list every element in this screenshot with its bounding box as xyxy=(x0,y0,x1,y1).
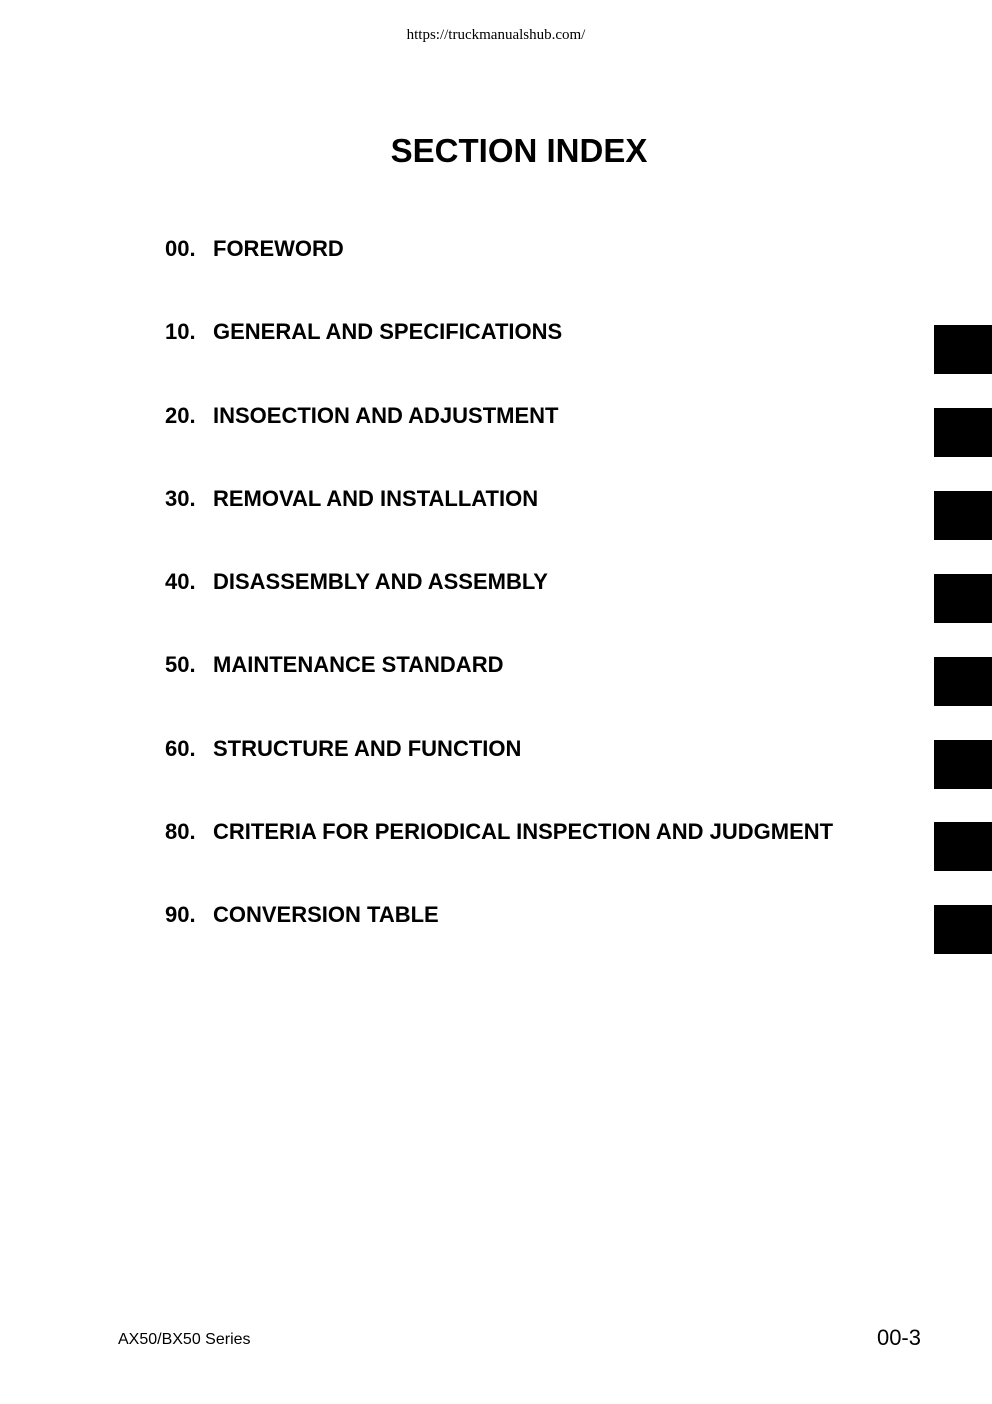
section-item-structure[interactable] xyxy=(165,736,833,819)
section-item-disassembly[interactable] xyxy=(165,569,833,652)
section-number: 50. xyxy=(165,652,196,678)
section-tab-structure[interactable] xyxy=(934,740,992,789)
section-label: STRUCTURE AND FUNCTION xyxy=(213,735,522,761)
section-label: GENERAL AND SPECIFICATIONS xyxy=(213,319,563,345)
source-url[interactable]: https://truckmanualshub.com/ xyxy=(406,27,586,43)
section-item-removal[interactable] xyxy=(165,486,833,569)
section-label: MAINTENANCE STANDARD xyxy=(213,652,504,678)
footer-series: AX50/BX50 Series xyxy=(118,1331,251,1348)
section-tab-general[interactable] xyxy=(934,325,992,374)
section-label: DISASSEMBLY AND ASSEMBLY xyxy=(213,569,548,595)
section-number: 60. xyxy=(165,735,196,761)
page-title: SECTION INDEX xyxy=(390,132,648,169)
section-number: 40. xyxy=(165,569,196,595)
section-tab-maintenance[interactable] xyxy=(934,657,992,706)
section-number: 20. xyxy=(165,402,196,428)
section-item-foreword[interactable] xyxy=(165,236,833,319)
section-number: 10. xyxy=(165,319,196,345)
section-label: CRITERIA FOR PERIODICAL INSPECTION AND JUDGMENT xyxy=(213,819,834,845)
section-tab-conversion[interactable] xyxy=(934,905,992,954)
section-number: 90. xyxy=(165,902,196,928)
section-number: 00. xyxy=(165,236,196,261)
section-tab-inspection[interactable] xyxy=(934,408,992,457)
section-number: 30. xyxy=(165,485,196,511)
section-tab-removal[interactable] xyxy=(934,491,992,540)
section-tab-disassembly[interactable] xyxy=(934,574,992,623)
section-item-inspection[interactable] xyxy=(165,403,833,486)
section-number: 80. xyxy=(165,819,196,845)
section-label: CONVERSION TABLE xyxy=(213,902,439,928)
section-label: INSOECTION AND ADJUSTMENT xyxy=(213,402,559,428)
section-item-general[interactable] xyxy=(165,319,833,402)
section-index-list xyxy=(165,236,833,986)
section-label: REMOVAL AND INSTALLATION xyxy=(213,485,539,511)
section-item-conversion[interactable] xyxy=(165,902,833,985)
section-item-criteria[interactable] xyxy=(165,819,833,902)
section-item-maintenance[interactable] xyxy=(165,652,833,735)
section-tab-criteria[interactable] xyxy=(934,822,992,871)
footer-page-number: 00-3 xyxy=(876,1325,921,1350)
section-label: FOREWORD xyxy=(213,236,344,261)
